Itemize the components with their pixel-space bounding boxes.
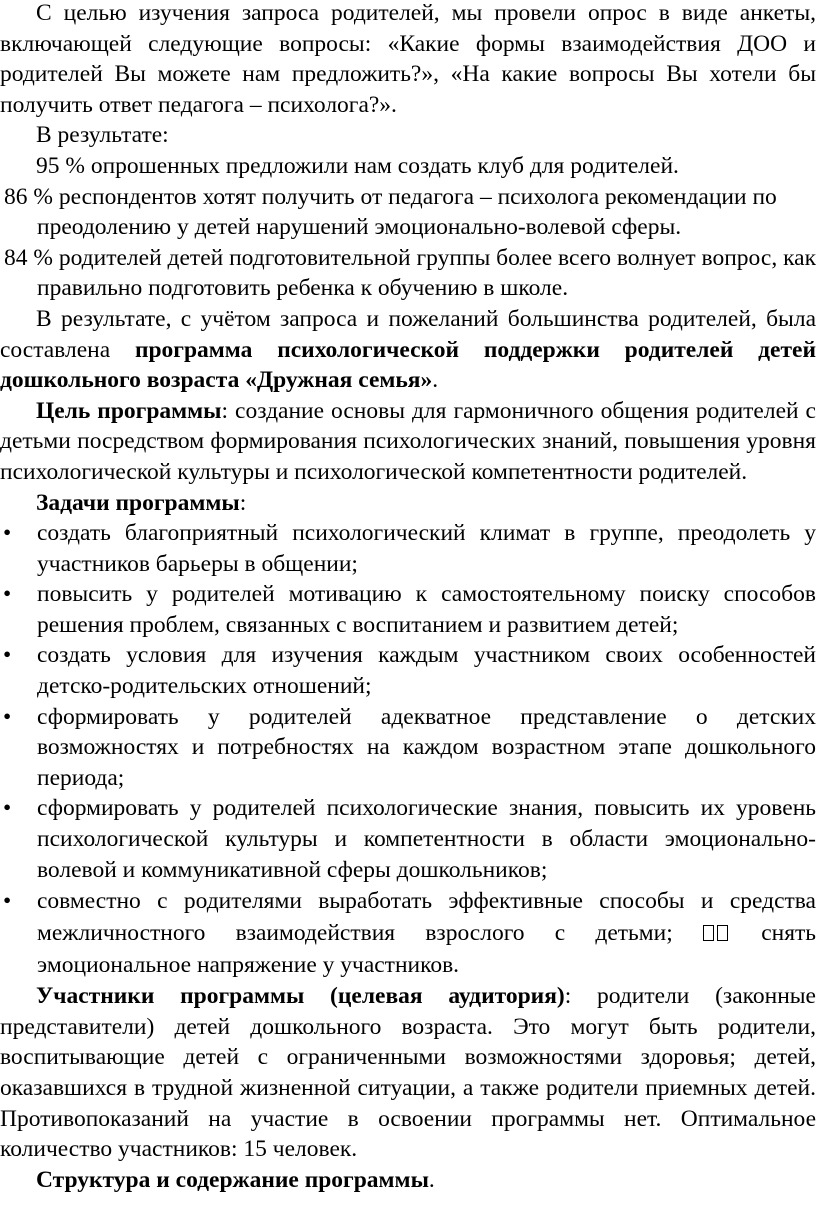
bullet-icon: •: [3, 581, 12, 608]
goal-text: : создание основы для гармоничного общения родителей с детьми посредством формирования психологических знаний, повышения уровня психологической культуры и психологической компетентности родителей.: [0, 397, 816, 485]
missing-glyph-icon: [703, 920, 731, 946]
program-end: .: [432, 367, 439, 394]
result-84: 84 % родителей детей подготовительной группы более всего волнует вопрос, как правильно подготовить ребенка к обучению в школе.: [4, 244, 816, 302]
participants-label: Участники программы (целевая аудитория): [36, 983, 565, 1010]
task-text: создать благоприятный психологический климат в группе, преодолеть у участников барьеры в общении;: [37, 520, 816, 577]
list-item: [0, 518, 816, 579]
bullet-icon: •: [3, 642, 12, 669]
program-lead: В результате, с учётом запроса и пожеланий большинства родителей, была составлена: [0, 305, 816, 363]
result-86: 86 % респондентов хотят получить от педагога – психолога рекомендации по преодолению у детей нарушений эмоционально-волевой сферы.: [4, 183, 777, 241]
list-item: [0, 885, 816, 981]
bullet-icon: •: [3, 888, 12, 915]
participants-text: : родители (законные представители) детей дошкольного возраста. Это могут быть родители, воспитывающие детей с ограниченными возможностями здоровья; детей, оказавшихся в трудной жизненной ситуации, а также родители приемных детей. Противопоказаний на участие в освоении программы нет. Оптимальное количество участников: 15 человек.: [0, 983, 816, 1163]
bullet-icon: •: [3, 795, 12, 822]
task-text: совместно с родителями выработать эффективные способы и средства межличностного взаимодействия взрослого с детьми;: [37, 888, 816, 947]
task-text: создать условия для изучения каждым участником своих особенностей детско-родительских отношений;: [37, 642, 816, 700]
list-item: [0, 702, 816, 794]
list-item: [0, 579, 816, 640]
participants-paragraph: [0, 981, 816, 1165]
bullet-icon: •: [3, 703, 12, 730]
tasks-label: Задачи программы: [36, 489, 240, 516]
tasks-heading: [0, 488, 816, 519]
goal-paragraph: [0, 396, 816, 488]
intro-paragraph: С целью изучения запроса родителей, мы провели опрос в виде анкеты, включающей следующие вопросы: «Какие формы взаимодействия ДОО и родителей Вы можете нам предложить?», «На какие вопросы Вы хотели бы получить ответ педагога – психолога?».: [0, 0, 816, 118]
structure-end: .: [428, 1166, 435, 1193]
task-text: сформировать у родителей адекватное представление о детских возможностях и потребностях на каждом возрастном этапе дошкольного периода;: [37, 703, 816, 791]
list-item: [0, 640, 816, 701]
structure-label: Структура и содержание программы: [36, 1166, 429, 1193]
tasks-list: [0, 518, 816, 981]
bullet-icon: •: [3, 520, 12, 547]
task-text-after: снять эмоциональное напряжение у участников.: [37, 920, 816, 979]
list-item: [0, 793, 816, 885]
task-text: повысить у родителей мотивацию к самостоятельному поиску способов решения проблем, связанных с воспитанием и развитием детей;: [37, 581, 816, 638]
tasks-colon: :: [239, 489, 247, 516]
structure-heading: [0, 1165, 816, 1196]
result-95: 95 % опрошенных предложили нам создать клуб для родителей.: [36, 152, 679, 179]
goal-label: Цель программы: [36, 397, 222, 424]
program-paragraph: [0, 304, 816, 396]
result-label: В результате:: [36, 122, 169, 149]
task-text: сформировать у родителей психологические знания, повысить их уровень психологической культуры и компетентности в области эмоционально-волевой и коммуникативной сферы дошкольников;: [37, 795, 816, 883]
program-name: программа психологической поддержки родителей детей дошкольного возраста «Дружная семья»: [0, 336, 816, 394]
